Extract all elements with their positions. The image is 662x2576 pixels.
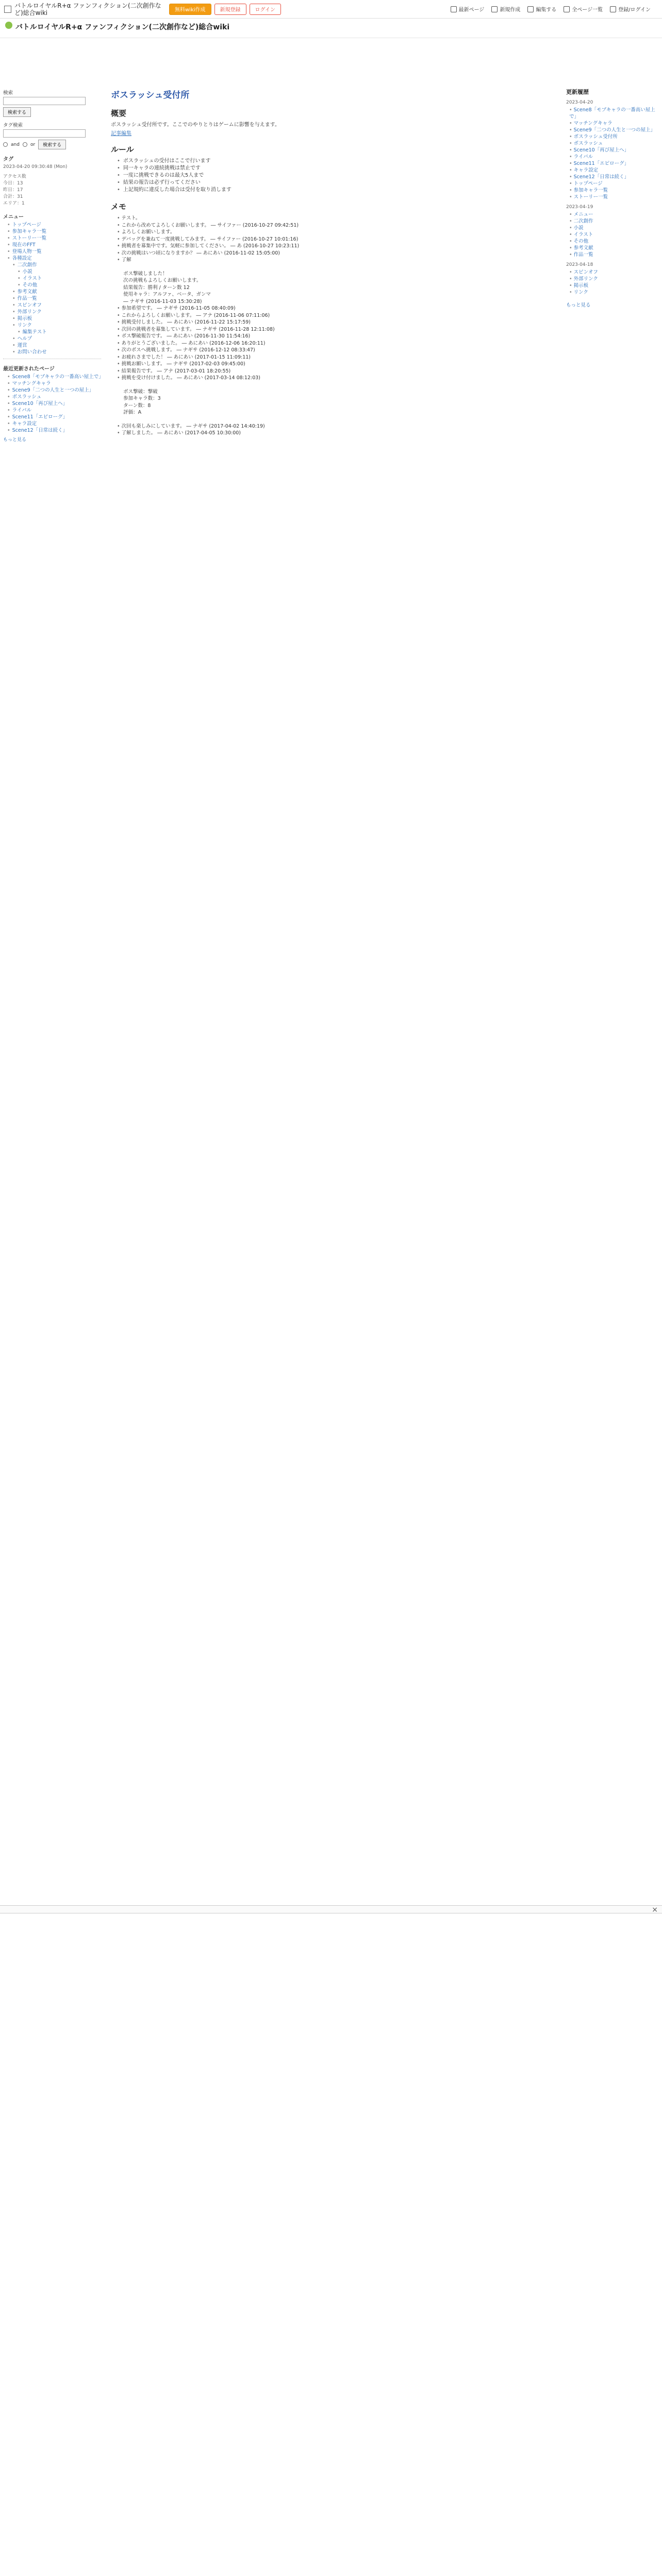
- recent-item[interactable]: • Scene9「二つの人生と一つの屋上」: [7, 387, 101, 394]
- memo-line: • 了解しました。 ― あにあい (2017-04-05 10:30:00): [117, 430, 549, 437]
- menu-item[interactable]: • その他: [7, 282, 101, 289]
- site-title[interactable]: バトルロイヤルR+α ファンフィクション(二次創作など)総合wiki: [14, 2, 161, 16]
- overview-text: ボスラッシュ受付所です。ここでのやりとりはゲームに影響を与えます。: [111, 122, 280, 128]
- stats-line: 今日：13: [3, 181, 23, 186]
- menu-item[interactable]: • 二次創作: [7, 262, 101, 268]
- and-radio[interactable]: [3, 142, 8, 147]
- memo-line: • 次の挑戦はいつ頃になりますか？ ― あにあい (2016-11-02 15:05:00): [117, 250, 549, 257]
- site-header: [0, 19, 662, 38]
- menu-item[interactable]: • トップページ: [7, 222, 101, 228]
- history-item[interactable]: • トップページ: [569, 180, 659, 187]
- menu-list: [3, 222, 101, 355]
- memo-line: [117, 264, 549, 270]
- menu-item[interactable]: • 参加キャラ一覧: [7, 228, 101, 235]
- search-label: 検索: [3, 90, 13, 96]
- memo-line: • これからよろしくお願いします。 ― アナ (2016-11-06 07:11:06): [117, 312, 549, 319]
- menu-item[interactable]: • 現在のFFT: [7, 242, 101, 248]
- overview-heading: 概要: [111, 109, 127, 118]
- history-item[interactable]: • ライバル: [569, 154, 659, 160]
- tag-search-button[interactable]: 検索する: [38, 140, 66, 149]
- recent-pages-label: 最新ページ: [458, 7, 485, 13]
- rules-list: [117, 158, 549, 194]
- history-item[interactable]: • Scene8「モブキャラの一番高い屋上で」: [569, 107, 659, 120]
- history-item[interactable]: • キャラ設定: [569, 167, 659, 174]
- history-item[interactable]: • 小説: [569, 225, 659, 231]
- tag-search-label: タグ検索: [3, 123, 23, 128]
- memo-line: ボス撃破しました！: [117, 270, 168, 277]
- or-label: or: [30, 142, 36, 147]
- recent-item[interactable]: • Scene11「エピローグ」: [7, 414, 101, 420]
- history-group: [566, 211, 659, 258]
- site-logo-icon[interactable]: [4, 6, 11, 13]
- memo-line: • 次回の挑戦者を募集しています。 ― ナギサ (2016-11-28 12:11:08): [117, 326, 549, 333]
- user-icon: [610, 6, 616, 12]
- memo-line: • よろしくお願いします。: [117, 229, 549, 236]
- all-pages-tool[interactable]: [564, 5, 603, 13]
- memo-line: [117, 382, 549, 388]
- recent-item[interactable]: • ボスラッシュ: [7, 394, 101, 400]
- memo-line: • 挑戦お願いします。 ― ナギサ (2017-02-03 09:45:00): [117, 361, 549, 368]
- login-button[interactable]: ログイン: [250, 4, 282, 15]
- history-date: 2023-04-20: [566, 100, 593, 105]
- menu-item[interactable]: • 編集テスト: [7, 329, 101, 335]
- history-title: 更新履歴: [566, 89, 589, 95]
- history-group: [566, 107, 659, 200]
- more-link[interactable]: もっと見る: [3, 437, 27, 443]
- plus-icon: [491, 6, 498, 12]
- rule-item: • ボスラッシュの受付はここで行います: [117, 158, 549, 165]
- history-item[interactable]: • スピンオフ: [569, 269, 659, 276]
- left-sidebar: [3, 88, 104, 444]
- stats-line: 昨日：17: [3, 188, 23, 193]
- menu-item[interactable]: • 登場人物一覧: [7, 248, 101, 255]
- menu-item[interactable]: • 掲示板: [7, 315, 101, 322]
- memo-heading: メモ: [111, 202, 127, 211]
- create-wiki-button[interactable]: 無料wiki作成: [169, 4, 211, 15]
- menu-item[interactable]: • 小説: [7, 268, 101, 275]
- history-item[interactable]: • イラスト: [569, 231, 659, 238]
- search-button[interactable]: 検索する: [3, 107, 31, 117]
- rule-item: • 同一キャラの連続挑戦は禁止です: [117, 165, 549, 172]
- memo-line: • これから改めてよろしくお願いします。 ― サイファー (2016-10-27 09:42:51): [117, 222, 549, 229]
- menu-item[interactable]: • 外部リンク: [7, 309, 101, 315]
- memo-line: • 了解: [117, 257, 549, 264]
- history-date: 2023-04-19: [566, 205, 593, 210]
- search-input[interactable]: [3, 97, 86, 105]
- menu-item[interactable]: • スピンオフ: [7, 302, 101, 309]
- all-pages-label: 全ページ一覧: [572, 7, 603, 13]
- memo-line: 結果報告：勝利 / ターン数 12: [117, 284, 190, 291]
- stats-line: エリア：1: [3, 201, 25, 206]
- memo-line: • デバッグを兼ねて一度挑戦してみます。 ― サイファー (2016-10-27 10:01:16): [117, 236, 549, 243]
- site-name[interactable]: バトルロイヤルR+α ファンフィクション(二次創作など)総合wiki: [15, 23, 230, 31]
- and-or-options: [3, 140, 101, 149]
- memo-line: ターン数：8: [117, 402, 151, 409]
- history-item[interactable]: • Scene12「日常は続く」: [569, 174, 659, 180]
- menu-item[interactable]: • ヘルプ: [7, 335, 101, 342]
- page-title: ボスラッシュ受付所: [111, 90, 190, 100]
- menu-item[interactable]: • 参考文献: [7, 289, 101, 295]
- history-item[interactable]: • Scene9「二つの人生と一つの屋上」: [569, 127, 659, 133]
- history-item[interactable]: • 掲示板: [569, 282, 659, 289]
- new-page-label: 新規作成: [500, 7, 521, 13]
- recent-item[interactable]: • Scene8「モブキャラの一番高い屋上で」: [7, 374, 101, 380]
- edit-label: 編集する: [536, 7, 557, 13]
- memo-line: ― ナギサ (2016-11-03 15:30:28): [117, 298, 202, 304]
- account-label: 登録/ログイン: [618, 7, 651, 13]
- list-icon: [564, 6, 570, 12]
- edit-tool[interactable]: [527, 5, 556, 13]
- menu-item[interactable]: • ストーリー一覧: [7, 235, 101, 242]
- history-list: [566, 100, 659, 296]
- pencil-icon: [527, 6, 534, 12]
- rules-heading: ルール: [111, 145, 134, 154]
- history-more-link[interactable]: もっと見る: [566, 302, 591, 308]
- access-stats: [3, 174, 101, 207]
- tag-section-title: タグ: [3, 157, 13, 162]
- history-item[interactable]: • メニュー: [569, 211, 659, 218]
- recent-item[interactable]: • マッチングキャラ: [7, 380, 101, 387]
- menu-item[interactable]: • 運営: [7, 342, 101, 349]
- history-item[interactable]: • ストーリー一覧: [569, 194, 659, 200]
- recent-pages-tool[interactable]: [451, 5, 485, 13]
- menu-item[interactable]: • お問い合わせ: [7, 349, 101, 355]
- history-item[interactable]: • Scene11「エピローグ」: [569, 160, 659, 167]
- stats-line: 合計：31: [3, 194, 23, 199]
- menu-item[interactable]: • リンク: [7, 322, 101, 329]
- recent-item[interactable]: • Scene10「再び屋上へ」: [7, 400, 101, 407]
- memo-line: 参加キャラ数：3: [117, 396, 161, 401]
- rule-item: • 上記規約に違反した場合は受付を取り消します: [117, 187, 549, 194]
- register-button[interactable]: 新規登録: [214, 4, 246, 15]
- memo-line: ボス撃破：撃破: [117, 388, 158, 395]
- recent-item[interactable]: • Scene12「日常は続く」: [7, 427, 101, 434]
- history-group: [566, 269, 659, 296]
- memo-line: [117, 416, 549, 423]
- recent-item[interactable]: • キャラ設定: [7, 420, 101, 427]
- stats-line: アクセス数: [3, 174, 26, 179]
- top-toolbar: [0, 0, 662, 19]
- and-label: and: [11, 142, 20, 147]
- memo-line: • 挑戦を受け付けました。 ― あにあい (2017-03-14 08:12:03): [117, 375, 549, 382]
- account-tool[interactable]: [610, 5, 651, 13]
- clock-icon: [451, 6, 457, 12]
- close-icon[interactable]: ×: [652, 1906, 658, 1914]
- menu-item[interactable]: • イラスト: [7, 275, 101, 282]
- menu-item[interactable]: • 作品一覧: [7, 295, 101, 302]
- rule-item: • 結果の報告は必ず行ってください: [117, 179, 549, 187]
- memo-line: • 次回も楽しみにしています。 ― ナギサ (2017-04-02 14:40:19): [117, 423, 549, 430]
- memo-line: • ありがとうございました。 ― あにあい (2016-12-06 16:20:11): [117, 340, 549, 347]
- right-sidebar: [566, 88, 659, 308]
- history-item[interactable]: • ボスラッシュ受付所: [569, 133, 659, 140]
- history-item[interactable]: • 参加キャラ一覧: [569, 187, 659, 194]
- history-item[interactable]: • 参考文献: [569, 245, 659, 251]
- memo-area: [111, 215, 549, 437]
- main-content: [111, 88, 549, 437]
- recent-list: [3, 374, 104, 434]
- memo-line: 次の挑戦もよろしくお願いします。: [117, 278, 202, 283]
- recent-item[interactable]: • ライバル: [7, 407, 101, 414]
- memo-line: 使用キャラ：アルファ、ベータ、ガンマ: [117, 292, 211, 297]
- menu-title: メニュー: [3, 214, 24, 220]
- memo-line: • 挑戦者を募集中です。気軽に参加してください。 ― あ (2016-10-27 10:23:11): [117, 243, 549, 250]
- or-radio[interactable]: [23, 142, 27, 147]
- wiki-logo-icon[interactable]: [5, 22, 12, 29]
- memo-line: • 挑戦受付しました。 ― あにあい (2016-11-22 15:17:59): [117, 319, 549, 326]
- rule-item: • 一度に挑戦できるのは最大5人まで: [117, 172, 549, 179]
- history-item[interactable]: • マッチングキャラ: [569, 120, 659, 127]
- edit-article-link[interactable]: 記事編集: [111, 131, 131, 137]
- memo-line: 評価：A: [117, 410, 142, 415]
- menu-item[interactable]: • 各種設定: [7, 255, 101, 262]
- history-item[interactable]: • Scene10「再び屋上へ」: [569, 147, 659, 154]
- tag-date: 2023-04-20 09:30:48 (Mon): [3, 164, 68, 170]
- history-item[interactable]: • 外部リンク: [569, 276, 659, 282]
- history-item[interactable]: • 二次創作: [569, 218, 659, 225]
- memo-line: • お疲れさまでした！ ― あにあい (2017-01-15 11:09:11): [117, 354, 549, 361]
- history-item[interactable]: • ボスラッシュ: [569, 140, 659, 147]
- new-page-tool[interactable]: [491, 5, 520, 13]
- recent-title: 最近更新されたページ: [3, 366, 55, 372]
- history-item[interactable]: • その他: [569, 238, 659, 245]
- memo-line: • 結果報告です。 ― アナ (2017-03-01 18:20:55): [117, 368, 549, 375]
- overlay-bar: [0, 1905, 662, 1913]
- history-item[interactable]: • 作品一覧: [569, 251, 659, 258]
- memo-line: • ボス撃破報告です。 ― あにあい (2016-11-30 11:54:16): [117, 333, 549, 340]
- tag-search-input[interactable]: [3, 129, 86, 138]
- memo-line: • 参加希望です。 ― ナギサ (2016-11-05 08:40:09): [117, 305, 549, 312]
- memo-line: • テスト。: [117, 215, 549, 222]
- history-item[interactable]: • リンク: [569, 289, 659, 296]
- history-date: 2023-04-18: [566, 262, 593, 267]
- memo-line: • 次のボスへ挑戦します。 ― ナギサ (2016-12-12 08:33:47): [117, 347, 549, 354]
